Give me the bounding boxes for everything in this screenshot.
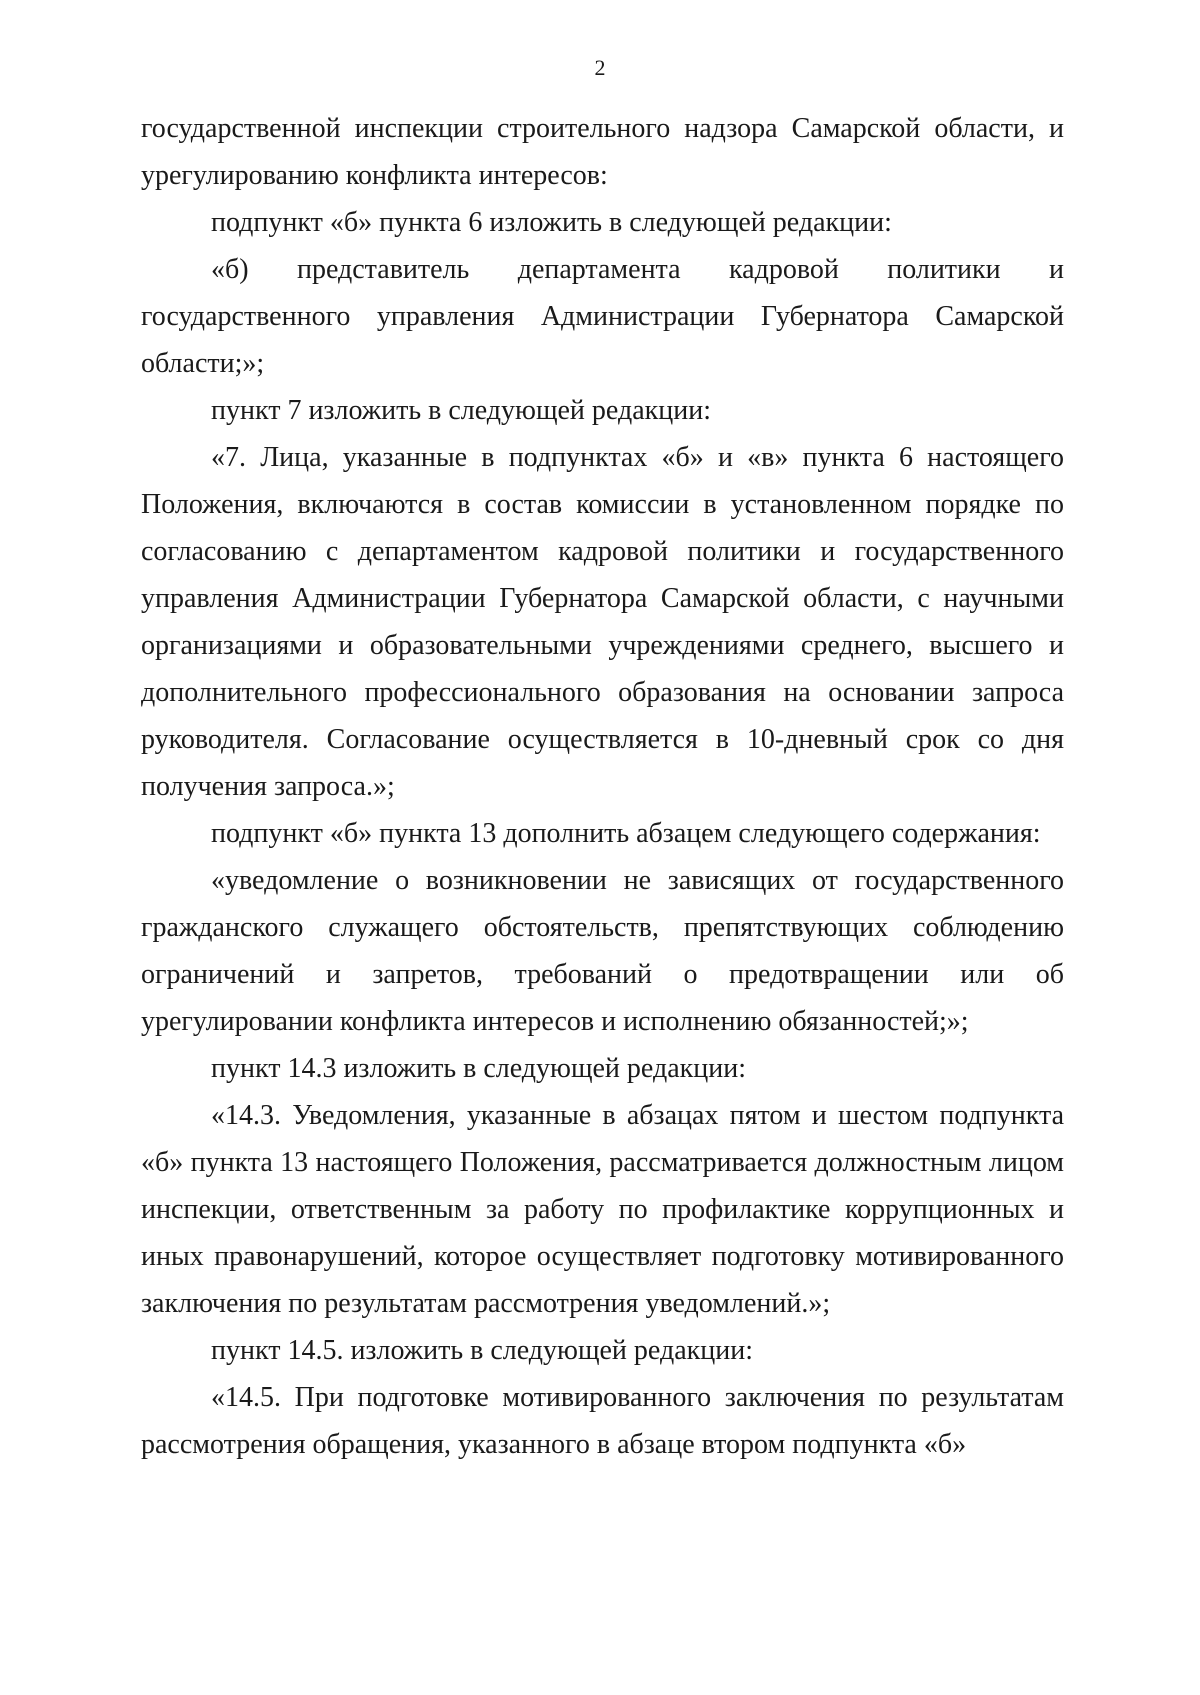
paragraph: пункт 14.5. изложить в следующей редакции:: [211, 1335, 753, 1366]
paragraph: пункт 14.3 изложить в следующей редакции:: [211, 1053, 746, 1084]
paragraph: «14.3. Уведомления, указанные в абзацах пятом и шестом подпункта «б» пункта 13 настоящего Положения, рассматривается должностным лицом инспекции, ответственным за работу по профилактике коррупционных и иных правонарушений, которое осуществляет подготовку мотивированного заключения по результатам рассмотрения уведомлений.»;: [141, 1100, 1064, 1319]
paragraph: «уведомление о возникновении не зависящих от государственного гражданского служащего обстоятельств, препятствующих соблюдению ограничений и запретов, требований о предотвращении или об урегулировании конфликта интересов и исполнению обязанностей;»;: [141, 865, 1064, 1037]
paragraph: подпункт «б» пункта 13 дополнить абзацем следующего содержания:: [211, 818, 1041, 849]
page-number: 2: [594, 55, 606, 80]
document-body: [141, 105, 1064, 1468]
paragraph: «7. Лица, указанные в подпунктах «б» и «в» пункта 6 настоящего Положения, включаются в состав комиссии в установленном порядке по согласованию с департаментом кадровой политики и государственного управления Администрации Губернатора Самарской области, с научными организациями и образовательными учреждениями среднего, высшего и дополнительного профессионального образования на основании запроса руководителя. Согласование осуществляется в 10-дневный срок со дня получения запроса.»;: [141, 442, 1064, 802]
paragraph: подпункт «б» пункта 6 изложить в следующей редакции:: [211, 207, 892, 238]
paragraph: государственной инспекции строительного надзора Самарской области, и урегулированию конфликта интересов:: [141, 113, 1064, 191]
paragraph: «14.5. При подготовке мотивированного заключения по результатам рассмотрения обращения, указанного в абзаце втором подпункта «б»: [141, 1382, 1064, 1460]
paragraph: пункт 7 изложить в следующей редакции:: [211, 395, 711, 426]
paragraph: «б) представитель департамента кадровой политики и государственного управления Администрации Губернатора Самарской области;»;: [141, 254, 1064, 379]
